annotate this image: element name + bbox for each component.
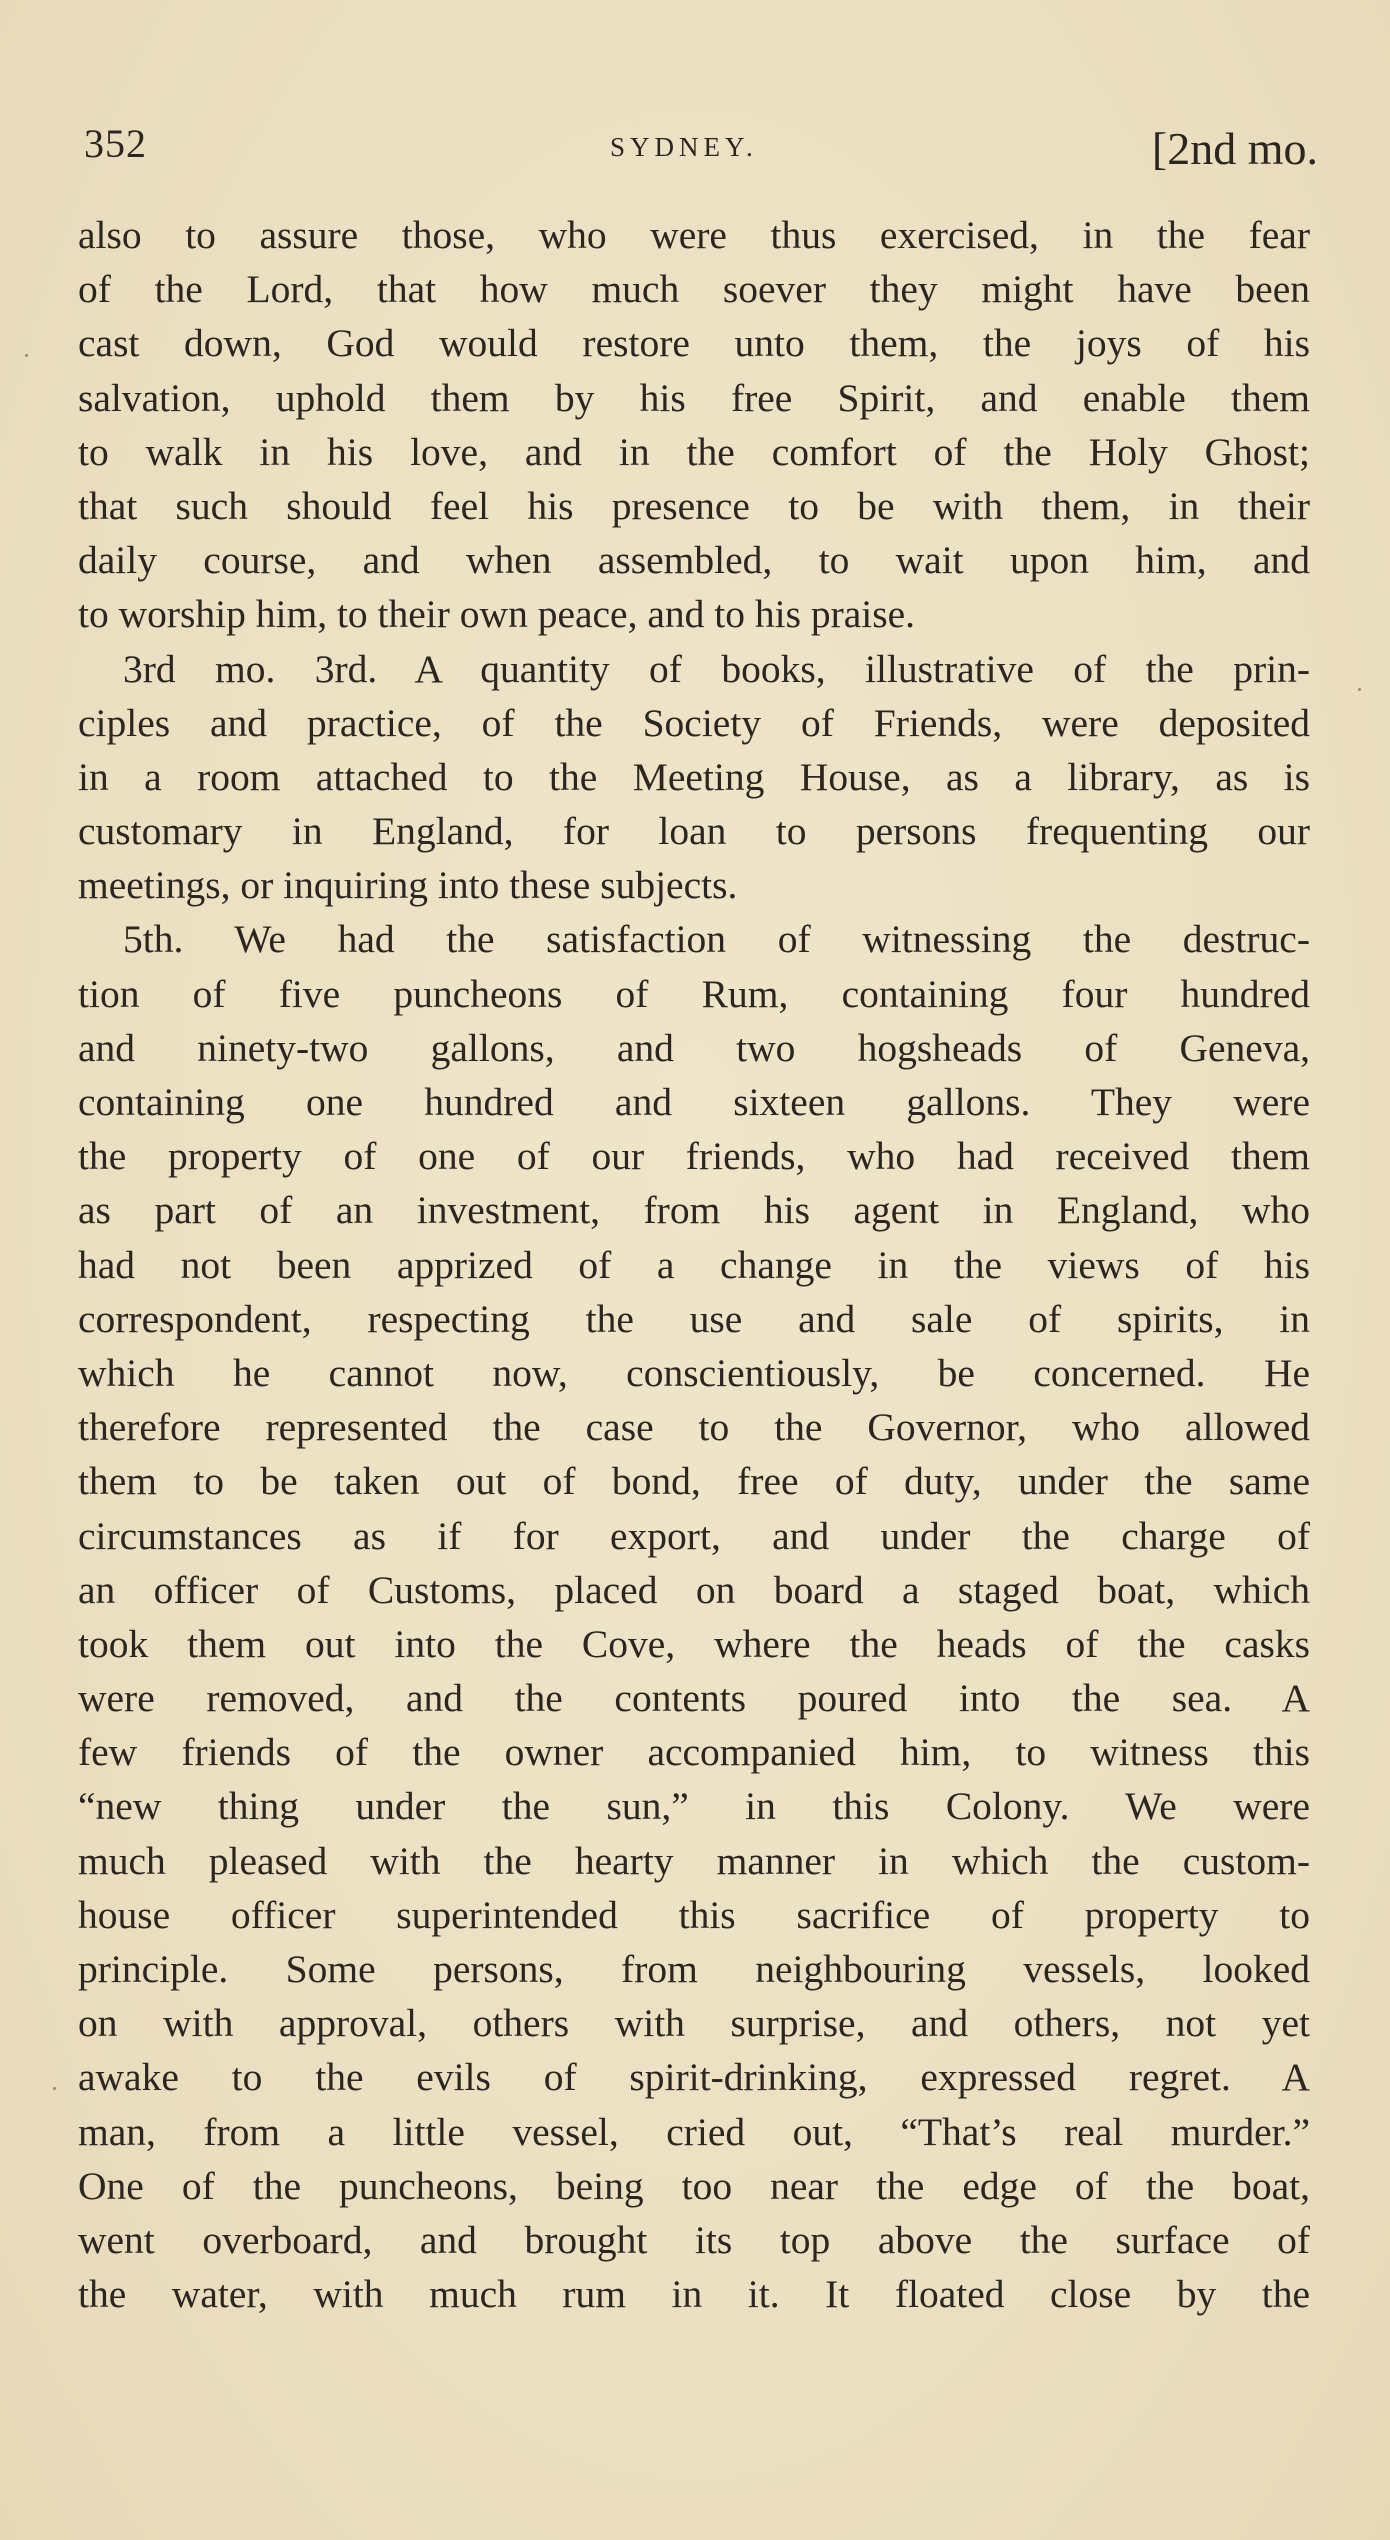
text-line: meetings, or inquiring into these subjects. — [78, 863, 738, 908]
text-line: customary in England, for loan to persons frequenting our — [78, 809, 1310, 854]
text-line: that such should feel his presence to be with them, in their — [78, 483, 1310, 528]
text-line: man, from a little vessel, cried out, “That’s real murder.” — [78, 2109, 1310, 2154]
text-line: an officer of Customs, placed on board a staged boat, which — [78, 1567, 1310, 1612]
text-line: house officer superintended this sacrifice of property to — [78, 1892, 1310, 1937]
text-line: the water, with much rum in it. It floated close by the — [78, 2272, 1310, 2317]
text-line: in a room attached to the Meeting House, as a library, as is — [78, 754, 1310, 799]
text-line: had not been apprized of a change in the views of his — [78, 1242, 1310, 1287]
text-line: much pleased with the hearty manner in which the custom- — [78, 1838, 1310, 1883]
text-line: cast down, God would restore unto them, the joys of his — [78, 321, 1310, 366]
text-line: as part of an investment, from his agent in England, who — [78, 1188, 1310, 1233]
text-line: tion of five puncheons of Rum, containing four hundred — [78, 971, 1310, 1016]
text-line: to worship him, to their own peace, and to his praise. — [78, 592, 916, 637]
text-line: 5th. We had the satisfaction of witnessing the destruc- — [123, 917, 1310, 962]
section-marker: [2nd mo. — [1151, 123, 1318, 174]
text-line: few friends of the owner accompanied him, to witness this — [78, 1730, 1310, 1775]
text-line: them to be taken out of bond, free of duty, under the same — [78, 1459, 1310, 1504]
text-line: circumstances as if for export, and under the charge of — [78, 1513, 1310, 1558]
paper-speck — [1358, 688, 1361, 691]
text-line: on with approval, others with surprise, and others, not yet — [78, 2001, 1310, 2046]
paper-speck — [25, 354, 28, 357]
text-line: also to assure those, who were thus exercised, in the fear — [78, 213, 1310, 257]
page-number: 352 — [84, 121, 147, 166]
text-line: which he cannot now, conscientiously, be concerned. He — [78, 1350, 1310, 1395]
text-line: One of the puncheons, being too near the edge of the boat, — [78, 2163, 1310, 2208]
running-title: SYDNEY. — [610, 132, 758, 162]
text-line: went overboard, and brought its top above the surface of — [78, 2217, 1310, 2262]
text-line: containing one hundred and sixteen gallons. They were — [78, 1080, 1310, 1124]
text-line: “new thing under the sun,” in this Colony. We were — [78, 1784, 1310, 1829]
text-line: 3rd mo. 3rd. A quantity of books, illustrative of the prin- — [123, 646, 1310, 691]
text-line: were removed, and the contents poured into the sea. A — [78, 1676, 1310, 1721]
running-head — [78, 112, 1318, 182]
text-line: correspondent, respecting the use and sale of spirits, in — [78, 1296, 1310, 1341]
text-line: took them out into the Cove, where the heads of the casks — [78, 1621, 1310, 1666]
text-line: of the Lord, that how much soever they might have been — [78, 267, 1310, 312]
text-line: and ninety-two gallons, and two hogsheads of Geneva, — [78, 1025, 1310, 1070]
text-line: the property of one of our friends, who had received them — [78, 1134, 1310, 1179]
paper-speck — [53, 2087, 56, 2090]
text-line: to walk in his love, and in the comfort of the Holy Ghost; — [78, 429, 1310, 474]
text-line: awake to the evils of spirit-drinking, expressed regret. A — [78, 2055, 1310, 2100]
text-line: ciples and practice, of the Society of Friends, were deposited — [78, 700, 1310, 745]
text-line: therefore represented the case to the Governor, who allowed — [78, 1405, 1310, 1450]
text-line: salvation, uphold them by his free Spirit, and enable them — [78, 375, 1310, 420]
text-line: principle. Some persons, from neighbouring vessels, looked — [78, 1947, 1310, 1991]
body-text — [78, 208, 1310, 2321]
text-line: daily course, and when assembled, to wait upon him, and — [78, 538, 1310, 583]
